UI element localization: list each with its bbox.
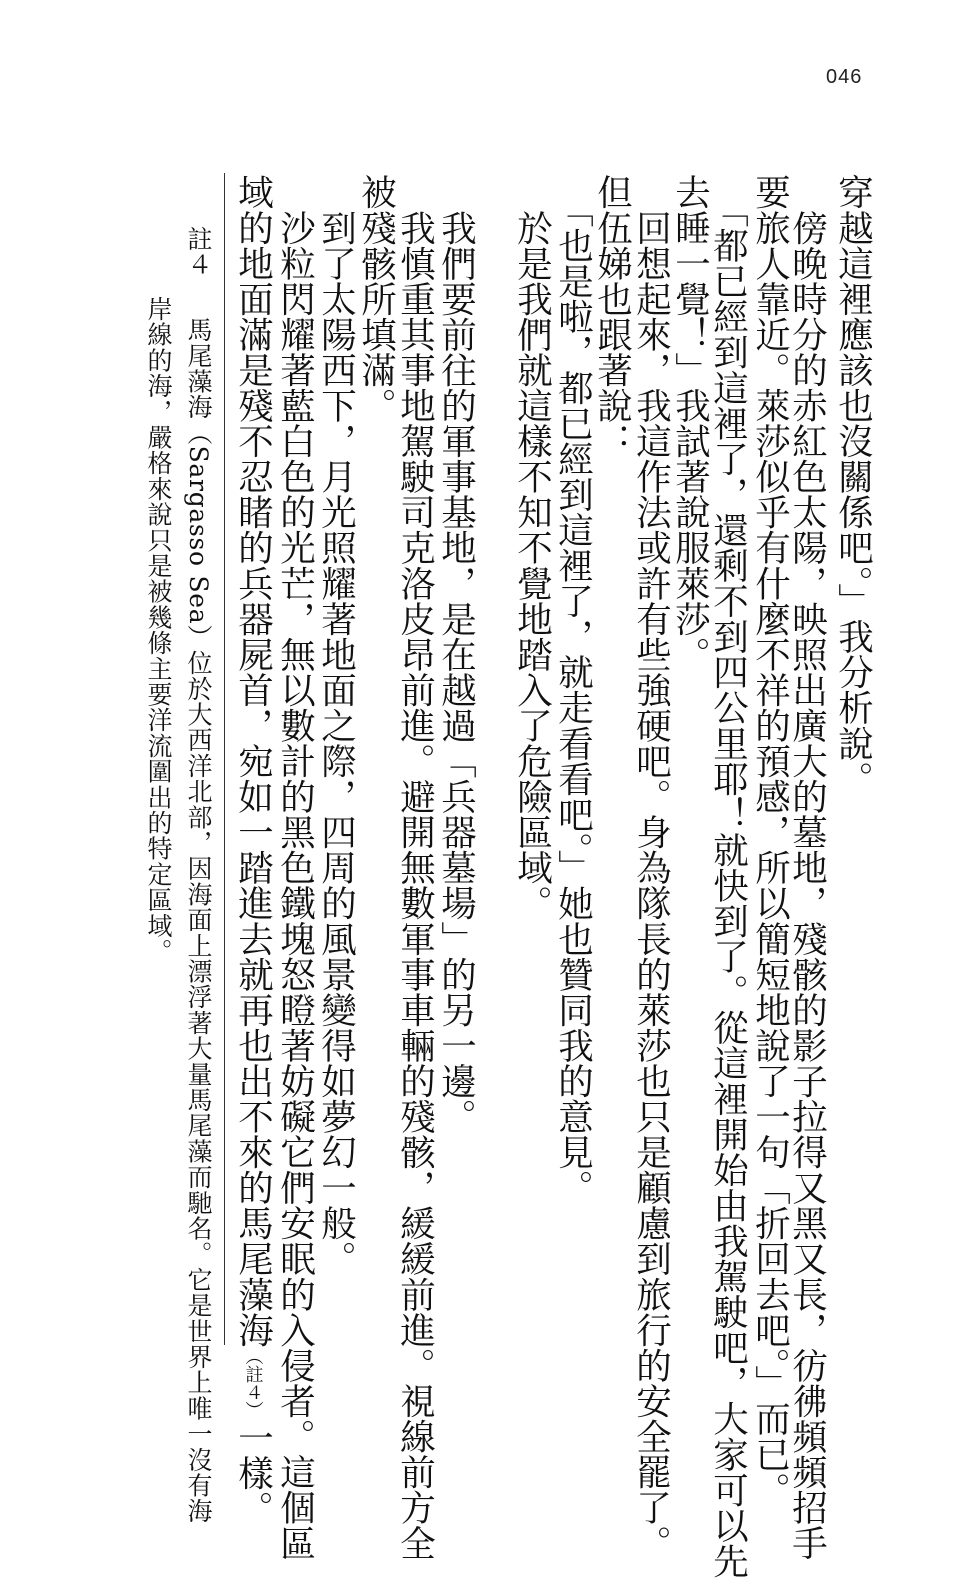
body-column-6: 回想起來，我這作法或許有些強硬吧。身為隊長的萊莎也只是顧慮到旅行的安全罷了。 (630, 174, 672, 1561)
body-column-8: 「也是啦，都已經到這裡了，就走看看吧。」她也贊同我的意見。 (552, 174, 594, 1205)
footnote-label: 註４ (184, 226, 213, 278)
body-column-13: 被殘骸所填滿。 (355, 174, 397, 423)
footnote-reference: （註４） (242, 1347, 264, 1420)
body-column-16 (232, 174, 274, 1527)
body-column-16-tail: 一樣。 (232, 1419, 274, 1527)
body-column-1: 穿越這裡應該也沒關係吧。」我分析說。 (832, 174, 874, 797)
footnote-divider (224, 173, 225, 1345)
body-column-5: 去睡一覺！」我試著說服萊莎。 (669, 174, 711, 672)
body-column-7: 但伍娣也跟著說： (591, 174, 633, 459)
body-column-4: 「都已經到這裡了，還剩不到四公里耶！就快到了。從這裡開始由我駕駛吧，大家可以先 (707, 174, 749, 1578)
footnote-column-2: 岸線的海，嚴格來說只是被幾條主要洋流圍出的特定區域。 (144, 296, 173, 965)
footnote-line-1: 馬尾藻海（Sargasso Sea）位於大西洋北部，因海面上漂浮著大量馬尾藻而馳名。它是世界上唯一沒有海 (184, 317, 213, 1524)
body-column-12: 我慎重其事地駕駛司克洛皮昂前進。避開無數軍事車輛的殘骸，緩緩前進。視線前方全 (394, 174, 436, 1561)
body-column-3: 要旅人靠近。萊莎似乎有什麼不祥的預感，所以簡短地說了一句「折回去吧。」而已。 (749, 174, 791, 1508)
body-column-16-main: 域的地面滿是殘不忍睹的兵器屍首，宛如一踏進去就再也出不來的馬尾藻海 (232, 174, 274, 1348)
body-column-9: 於是我們就這樣不知不覺地踏入了危險區域。 (511, 174, 553, 921)
body-column-14: 到了太陽西下，月光照耀著地面之際，四周的風景變得如夢幻一般。 (315, 174, 357, 1277)
footnote-column-1 (186, 226, 211, 1524)
page-number: 046 (826, 66, 863, 88)
body-column-2: 傍晚時分的赤紅色太陽，映照出廣大的墓地，殘骸的影子拉得又黑又長，彷彿頻頻招手 (786, 174, 828, 1561)
body-column-15: 沙粒閃耀著藍白色的光芒，無以數計的黑色鐵塊怒瞪著妨礙它們安眠的入侵者。這個區 (274, 174, 316, 1561)
body-column-11: 我們要前往的軍事基地，是在越過「兵器墓場」的另一邊。 (435, 174, 477, 1134)
